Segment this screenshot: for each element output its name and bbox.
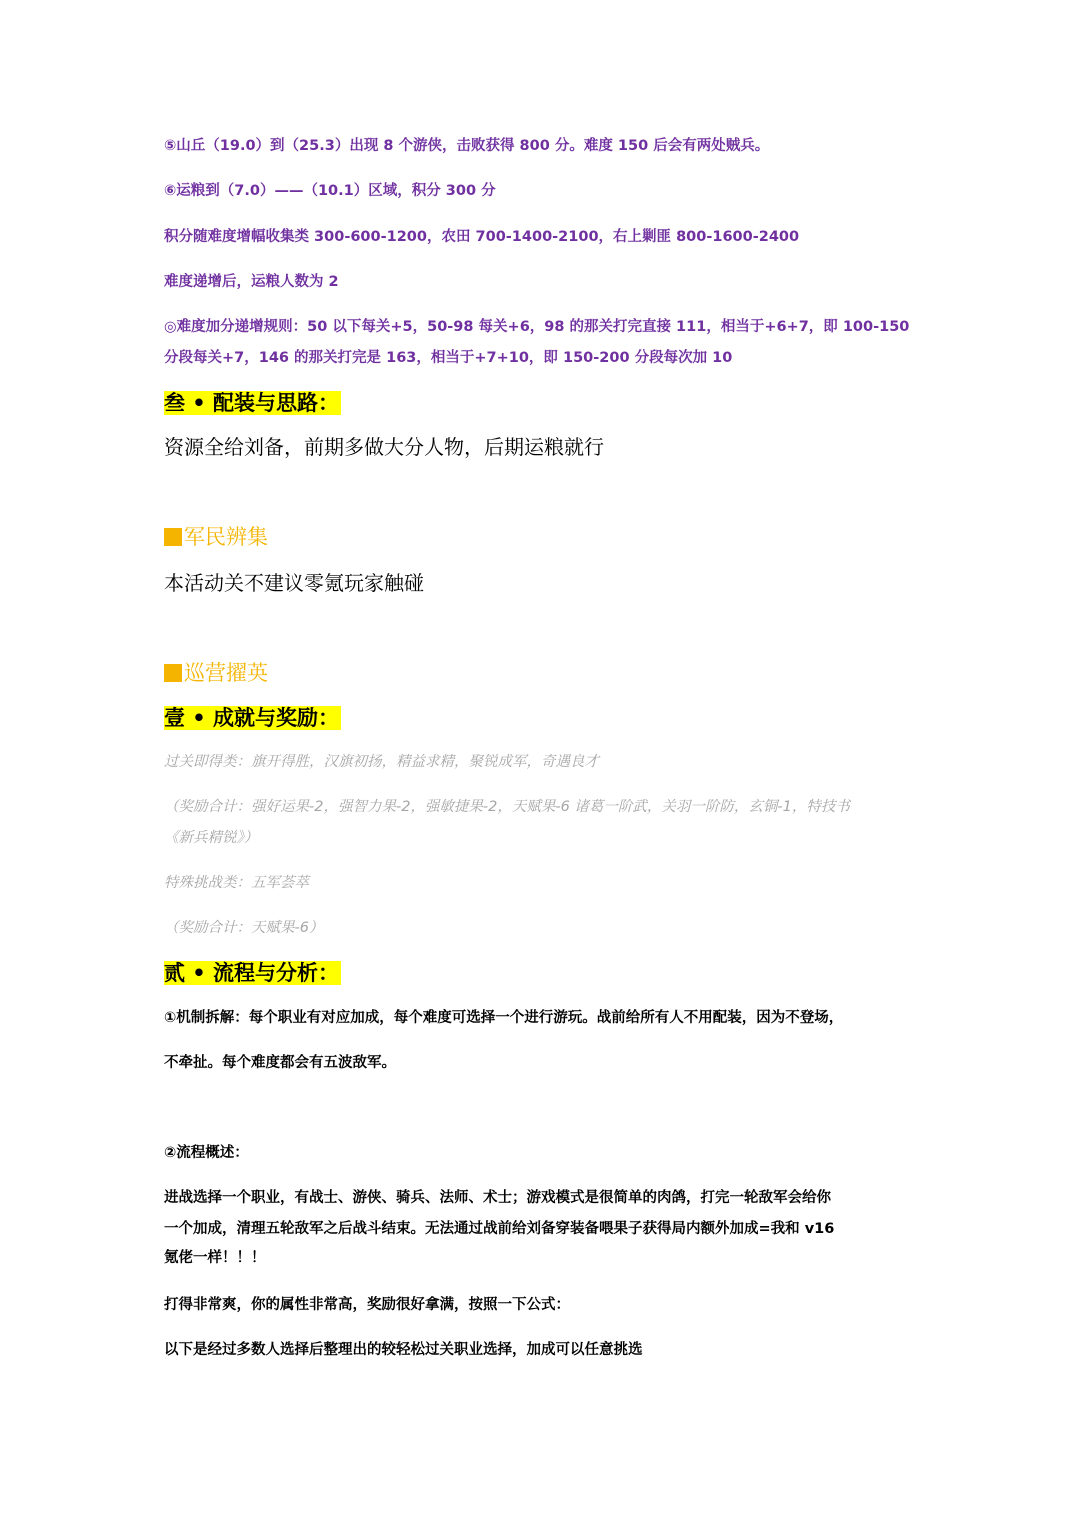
section-title-xunying bbox=[164, 658, 924, 688]
text-line: ①机制拆解：每个职业有对应加成，每个难度可选择一个进行游玩。战前给所有人不用配装，因为不登场， bbox=[164, 1010, 844, 1026]
square-bullet-icon bbox=[164, 528, 182, 546]
section-title-text: 军民辨集 bbox=[184, 525, 268, 549]
section-title-text: 巡营擢英 bbox=[184, 661, 268, 685]
text-line: ⑤山丘（19.0）到（25.3）出现 8 个游侠，击败获得 800 分。难度 150 后会有两处贼兵。 bbox=[164, 138, 770, 154]
subheading-peizhuang bbox=[164, 388, 924, 418]
reward-line: 《新兵精锐》） bbox=[164, 830, 259, 846]
reward-line: 过关即得类：旗开得胜，汉旗初扬，精益求精，聚锐成军，奇遇良才 bbox=[164, 754, 599, 770]
text-line: 分段每关+7，146 的那关打完是 163，相当于+7+10，即 150-200 分段每次加 10 bbox=[164, 350, 733, 366]
text-line: ◎难度加分递增规则：50 以下每关+5，50-98 每关+6，98 的那关打完直接 111，相当于+6+7，即 100-150 bbox=[164, 319, 910, 335]
text-line: 以下是经过多数人选择后整理出的较轻松过关职业选择，加成可以任意挑选 bbox=[164, 1342, 643, 1358]
reward-line: （奖励合计：强好运果-2，强智力果-2，强敏捷果-2，天赋果-6 诸葛一阶武，关羽一阶防，玄铜-1，特技书 bbox=[164, 799, 850, 815]
reward-line: 特殊挑战类：五军荟萃 bbox=[164, 875, 309, 891]
subheading-chengjiu bbox=[164, 703, 924, 733]
subheading-liucheng bbox=[164, 958, 924, 988]
highlighted-heading-text: 叁 • 配装与思路： bbox=[164, 391, 340, 415]
text-line: ⑥运粮到（7.0）——（10.1）区域，积分 300 分 bbox=[164, 183, 496, 199]
text-line: 一个加成，清理五轮敌军之后战斗结束。无法通过战前给刘备穿装备喂果子获得局内额外加成=我和 v16 bbox=[164, 1221, 835, 1237]
body-text: 资源全给刘备，前期多做大分人物，后期运粮就行 bbox=[164, 435, 604, 459]
highlighted-heading-text: 壹 • 成就与奖励： bbox=[164, 706, 340, 730]
body-text: 本活动关不建议零氪玩家触碰 bbox=[164, 571, 424, 595]
square-bullet-icon bbox=[164, 664, 182, 682]
text-line: 打得非常爽，你的属性非常高，奖励很好拿满，按照一下公式： bbox=[164, 1297, 570, 1313]
text-line: 不牵扯。每个难度都会有五波敌军。 bbox=[164, 1055, 396, 1071]
text-line: 难度递增后，运粮人数为 2 bbox=[164, 274, 339, 290]
text-line: 进战选择一个职业，有战士、游侠、骑兵、法师、术士；游戏模式是很简单的肉鸽，打完一轮敌军会给你 bbox=[164, 1190, 831, 1206]
text-line: 积分随难度增幅收集类 300-600-1200，农田 700-1400-2100，右上剿匪 800-1600-2400 bbox=[164, 229, 800, 245]
section-title-junmin bbox=[164, 522, 924, 552]
reward-line: （奖励合计：天赋果-6） bbox=[164, 920, 324, 936]
text-line: 氪佬一样！！！ bbox=[164, 1250, 266, 1266]
text-line: ②流程概述： bbox=[164, 1145, 249, 1161]
highlighted-heading-text: 贰 • 流程与分析： bbox=[164, 961, 340, 985]
